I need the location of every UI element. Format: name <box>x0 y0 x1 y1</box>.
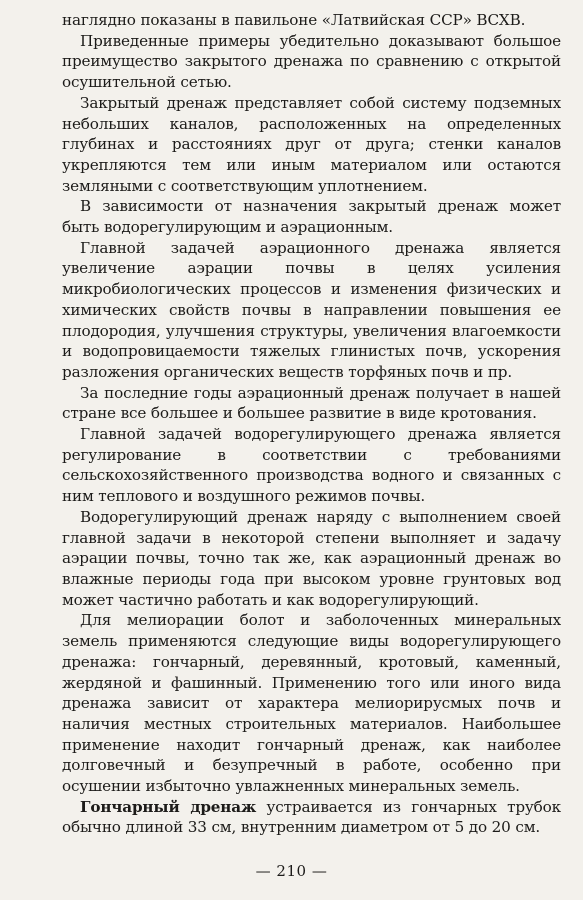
page-number: — 210 — <box>255 862 328 880</box>
paragraph-1: наглядно показаны в павильоне «Латвийская ССР» ВСХВ. <box>62 11 526 29</box>
paragraph-10 <box>62 797 561 838</box>
paragraph-3: Закрытый дренаж представляет собой систему подземных небольших каналов, расположенных на определенных глубинах и расстояниях друг от друга; стенки каналов укрепляются тем или иным материалом или остаются земляными с соответствующим уплотнением. <box>62 93 561 195</box>
body-text <box>62 10 561 838</box>
paragraph-7: Главной задачей водорегулирующего дренажа является регулирование в соответствии с требованиями сельскохозяйственного производства водного и связанных с ним теплового и воздушного режимов почвы. <box>62 425 561 506</box>
paragraph-9: Для мелиорации болот и заболоченных минеральных земель применяются следующие виды водорегулирующего дренажа: гончарный, деревянный, кротовый, каменный, жердяной и фашинный. Применению того или иного вида дренажа зависит от характера мелиорирусмых почв и наличия местных строительных материалов. Наибольшее применение находит гончарный дренаж, как наиболее долговечный и безупречный в работе, особенно при осушении избыточно увлажненных минеральных земель. <box>62 611 561 796</box>
term-lead: Гончарный дренаж <box>80 797 257 816</box>
paragraph-8: Водорегулирующий дренаж наряду с выполнением своей главной задачи в некоторой степени выполняет и задачу аэрации почвы, точно так же, как аэрационный дренаж во влажные периоды года при высоком уровне грунтовых вод может частично работать и как водорегулирующий. <box>62 507 561 609</box>
paragraph-6: За последние годы аэрационный дренаж получает в нашей стране все большее и большее развитие в виде кротования. <box>62 383 561 423</box>
paragraph-10-text: устраивается из гончарных трубок обычно длиной 33 см, внутренним диаметром от 5 до 20 см. <box>62 797 562 837</box>
paragraph-2: Приведенные примеры убедительно доказывают большое преимущество закрытого дренажа по сравнению с открытой осушительной сетью. <box>62 31 561 92</box>
paragraph-4: В зависимости от назначения закрытый дренаж может быть водорегулирующим и аэрационным. <box>62 197 561 237</box>
paragraph-5: Главной задачей аэрационного дренажа является увеличение аэрации почвы в целях усиления микробиологических процессов и изменения физических и химических свойств почвы в направлении повышения ее плодородия, улучшения структуры, увеличения влагоемкости и водопровицаемости тяжелых глинистых почв, ускорения разложения органических веществ торфяных почв и пр. <box>62 238 561 381</box>
